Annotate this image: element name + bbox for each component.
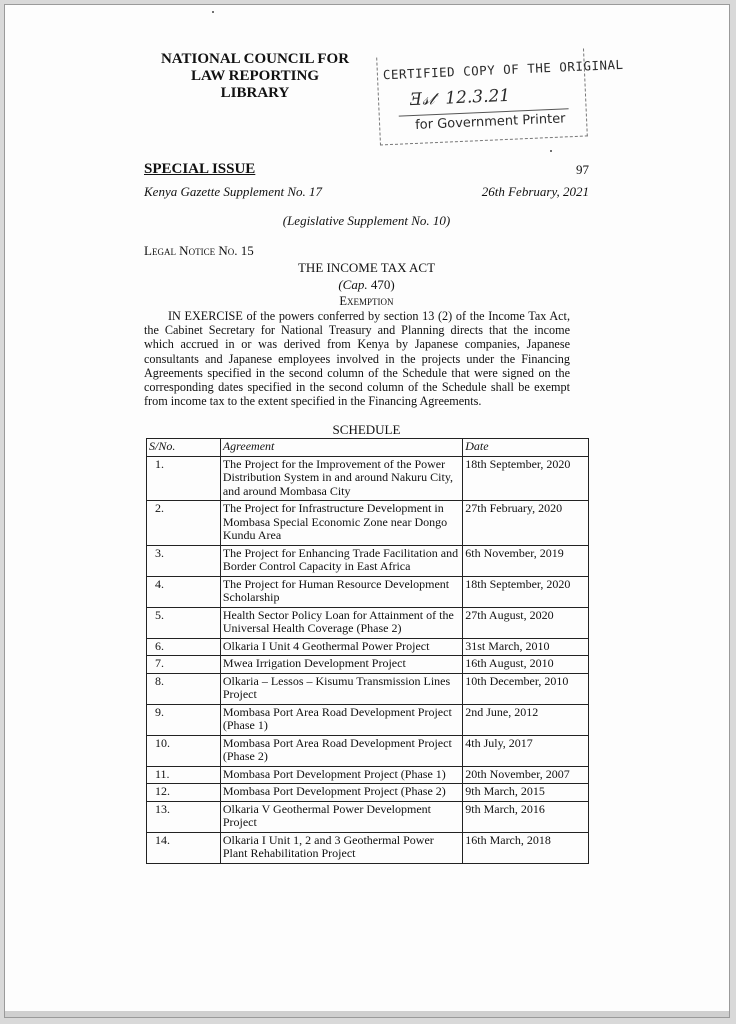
table-row (147, 735, 589, 766)
cell-agreement: Mombasa Port Area Road Development Project (Phase 1) (220, 704, 462, 735)
page-bottom-edge (5, 1011, 729, 1017)
cap-reference (144, 277, 589, 293)
cell-sno: 8. (147, 673, 221, 704)
speck-mark (550, 150, 552, 152)
legal-notice-number: Legal Notice No. 15 (144, 243, 254, 258)
table-row (147, 501, 589, 546)
cell-agreement: The Project for the Improvement of the Power Distribution System in and around Nakuru City, and around Mombasa City (220, 456, 462, 501)
table-row (147, 784, 589, 802)
cell-sno: 3. (147, 545, 221, 576)
exemption-heading: Exemption (339, 294, 394, 308)
cell-agreement: Health Sector Policy Loan for Attainment of the Universal Health Coverage (Phase 2) (220, 607, 462, 638)
cell-agreement: Mombasa Port Development Project (Phase 1) (220, 766, 462, 784)
table-row (147, 832, 589, 863)
issue-date: 26th February, 2021 (481, 184, 589, 199)
column-header-date: Date (463, 439, 589, 457)
cell-sno: 10. (147, 735, 221, 766)
cell-agreement: Mombasa Port Area Road Development Project (Phase 2) (220, 735, 462, 766)
cell-date: 6th November, 2019 (463, 545, 589, 576)
schedule-table (146, 438, 589, 864)
column-header-agreement: Agreement (220, 439, 462, 457)
cell-sno: 14. (147, 832, 221, 863)
cell-sno: 1. (147, 456, 221, 501)
cell-date: 27th February, 2020 (463, 501, 589, 546)
cell-sno: 4. (147, 576, 221, 607)
cell-date: 4th July, 2017 (463, 735, 589, 766)
cell-agreement: The Project for Enhancing Trade Facilitation and Border Control Capacity in East Africa (220, 545, 462, 576)
schedule-header-row (147, 439, 589, 457)
table-row (147, 576, 589, 607)
cell-agreement: Mwea Irrigation Development Project (220, 656, 462, 674)
cell-date: 2nd June, 2012 (463, 704, 589, 735)
cell-sno: 13. (147, 801, 221, 832)
cell-agreement: Olkaria I Unit 1, 2 and 3 Geothermal Power Plant Rehabilitation Project (220, 832, 462, 863)
cap-prefix: (Cap. (338, 277, 368, 292)
schedule-body (147, 456, 589, 863)
table-row (147, 704, 589, 735)
cell-sno: 2. (147, 501, 221, 546)
table-row (147, 607, 589, 638)
cell-agreement: The Project for Human Resource Development Scholarship (220, 576, 462, 607)
signature-mark: Ǝ𝓈𝓉 (409, 88, 446, 111)
cell-date: 27th August, 2020 (463, 607, 589, 638)
cell-agreement: The Project for Infrastructure Development in Mombasa Special Economic Zone near Dongo Kundu Area (220, 501, 462, 546)
library-line-3: LIBRARY (220, 85, 290, 101)
cell-date: 18th September, 2020 (463, 576, 589, 607)
certified-copy-stamp (376, 49, 624, 146)
cell-sno: 9. (147, 704, 221, 735)
cell-date: 31st March, 2010 (463, 638, 589, 656)
cell-date: 20th November, 2007 (463, 766, 589, 784)
stamp-title: CERTIFIED COPY OF THE ORIGINAL (382, 56, 624, 83)
column-header-sno: S/No. (147, 439, 221, 457)
schedule-title: SCHEDULE (332, 422, 401, 437)
table-row (147, 656, 589, 674)
cell-agreement: Olkaria – Lessos – Kisumu Transmission Lines Project (220, 673, 462, 704)
legislative-supplement: (Legislative Supplement No. 10) (282, 213, 451, 228)
cell-agreement: Mombasa Port Development Project (Phase 2) (220, 784, 462, 802)
gazette-supplement: Kenya Gazette Supplement No. 17 (144, 184, 322, 199)
table-row (147, 673, 589, 704)
cell-date: 10th December, 2010 (463, 673, 589, 704)
cell-sno: 7. (147, 656, 221, 674)
cap-number: 470) (367, 277, 395, 292)
table-row (147, 801, 589, 832)
cell-sno: 6. (147, 638, 221, 656)
cell-date: 16th March, 2018 (463, 832, 589, 863)
cell-sno: 12. (147, 784, 221, 802)
stamp-signature-date: 12.3.21 (444, 85, 511, 109)
exemption-paragraph: IN EXERCISE of the powers conferred by section 13 (2) of the Income Tax Act, the Cabinet Secretary for National Treasury and Planning directs that the income which accrued in or was derived from Kenya by Japanese companies, Japanese consultants and Japanese employees involved in the projects under the Financing Agreements specified in the second column of the Schedule that were signed on the corresponding dates specified in the second column of the Schedule shall be exempt from income tax to the extent specified in the Financing Agreements. (144, 309, 570, 409)
table-row (147, 766, 589, 784)
table-row (147, 638, 589, 656)
page-number: 97 (576, 162, 589, 177)
act-title: THE INCOME TAX ACT (297, 260, 436, 275)
cell-date: 18th September, 2020 (463, 456, 589, 501)
cell-date: 16th August, 2010 (463, 656, 589, 674)
speck-mark (212, 11, 214, 13)
table-row (147, 456, 589, 501)
cell-sno: 11. (147, 766, 221, 784)
cell-date: 9th March, 2016 (463, 801, 589, 832)
cell-date: 9th March, 2015 (463, 784, 589, 802)
cell-agreement: Olkaria I Unit 4 Geothermal Power Project (220, 638, 462, 656)
cell-sno: 5. (147, 607, 221, 638)
stamp-footer: for Government Printer (414, 111, 566, 133)
library-line-1: NATIONAL COUNCIL FOR (160, 51, 350, 67)
cell-agreement: Olkaria V Geothermal Power Development Project (220, 801, 462, 832)
library-header (155, 51, 355, 102)
document-page (4, 4, 730, 1018)
library-line-2: LAW REPORTING (191, 68, 319, 84)
special-issue-heading: SPECIAL ISSUE (144, 161, 256, 177)
table-row (147, 545, 589, 576)
